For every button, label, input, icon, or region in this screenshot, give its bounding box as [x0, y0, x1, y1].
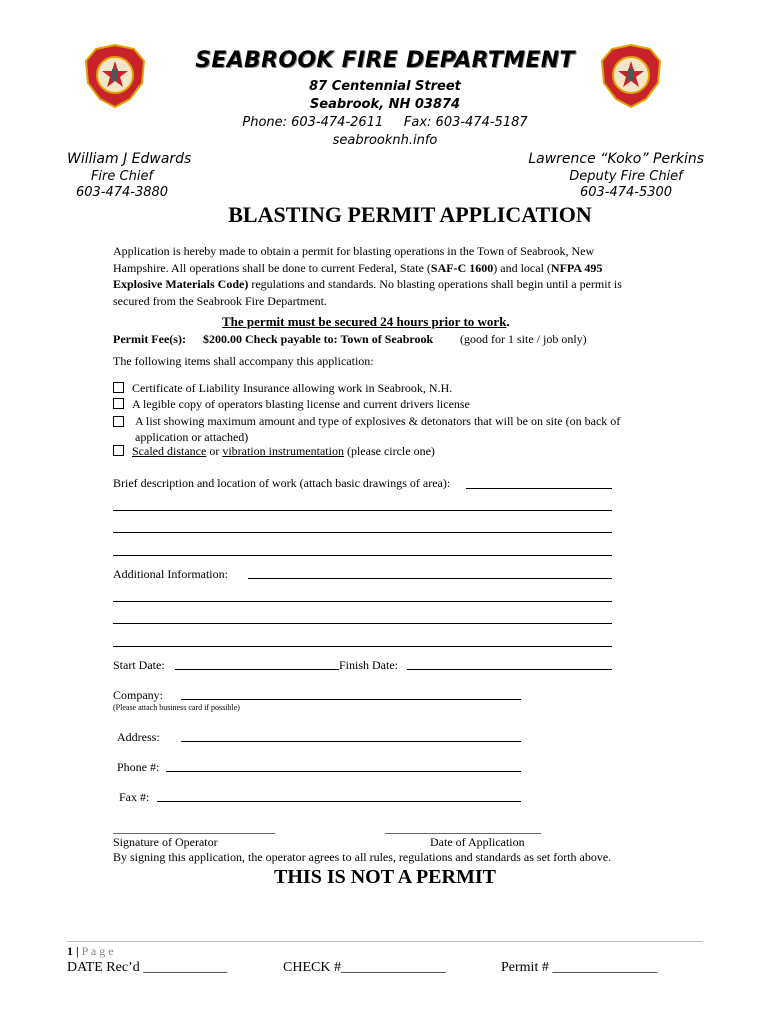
additional-info-field[interactable] [113, 623, 612, 624]
check-number: CHECK #_______________ [283, 960, 446, 975]
deputy-name: Lawrence “Koko” Perkins [528, 151, 704, 167]
checkbox[interactable] [113, 445, 124, 456]
department-name: SEABROOK FIRE DEPARTMENT [195, 48, 575, 73]
additional-info-field[interactable] [113, 601, 612, 602]
signature-label: Signature of Operator [113, 835, 218, 849]
finish-date-field[interactable] [407, 669, 612, 670]
phone-field[interactable] [166, 771, 521, 772]
fee-value: $200.00 Check payable to: Town of Seabrook [203, 332, 434, 346]
checklist-item[interactable]: Scaled distance or vibration instrumentation (please circle one) [113, 444, 435, 459]
checklist-item[interactable]: A list showing maximum amount and type of explosives & detonators that will be on site (on back of application or attached) [113, 413, 643, 445]
checklist-item[interactable]: Certificate of Liability Insurance allowing work in Seabrook, N.H. [113, 381, 452, 396]
deputy-title: Deputy Fire Chief [569, 169, 683, 184]
brief-description-field[interactable] [113, 555, 612, 556]
company-field[interactable] [181, 699, 521, 700]
secured-notice: The permit must be secured 24 hours prior to work. [222, 314, 510, 329]
start-date-field[interactable] [175, 669, 339, 670]
date-received: DATE Rec’d ____________ [67, 960, 228, 975]
fax-field[interactable] [157, 801, 521, 802]
form-title: BLASTING PERMIT APPLICATION [228, 202, 592, 227]
brief-description-field[interactable] [466, 488, 612, 489]
permit-number: Permit # _______________ [501, 960, 658, 975]
address-label: Address: [117, 730, 160, 744]
start-date-label: Start Date: [113, 658, 165, 672]
brief-description-field[interactable] [113, 532, 612, 533]
fee-label: Permit Fee(s): [113, 332, 186, 346]
chief-phone: 603-474-3880 [75, 185, 169, 200]
fax-label: Fax #: [119, 790, 150, 804]
signature-line[interactable]: ___________________________ [113, 821, 275, 835]
date-of-application-line[interactable]: __________________________ [385, 821, 541, 835]
additional-info-field[interactable] [113, 646, 612, 647]
checkbox[interactable] [113, 416, 124, 427]
brief-description-field[interactable] [113, 510, 612, 511]
brief-description-label: Brief description and location of work (attach basic drawings of area): [113, 476, 451, 490]
date-of-application-label: Date of Application [430, 835, 525, 849]
fee-note: (good for 1 site / job only) [460, 332, 587, 346]
website: seabrooknh.info [332, 133, 438, 148]
checkbox[interactable] [113, 398, 124, 409]
address-line-2: Seabrook, NH 03874 [309, 97, 461, 112]
intro-paragraph: Application is hereby made to obtain a permit for blasting operations in the Town of Seabrook, New Hampshire. All operations shall be done to current Federal, State (SAF-C 1600) and local (NFPA 495 Explosive Materials Code) regulations and standards. No blasting operations shall begin until a permit is secured from the Seabrook Fire Department. [113, 244, 622, 308]
agreement-text: By signing this application, the operator agrees to all rules, regulations and standards as set forth above. [113, 850, 612, 864]
footer-divider [67, 941, 703, 942]
not-a-permit-notice: THIS IS NOT A PERMIT [274, 866, 496, 888]
finish-date-label: Finish Date: [339, 658, 398, 672]
deputy-phone: 603-474-5300 [579, 185, 673, 200]
checkbox[interactable] [113, 382, 124, 393]
address-line-1: 87 Centennial Street [309, 79, 461, 94]
accompany-text: The following items shall accompany this application: [113, 354, 374, 368]
chief-name: William J Edwards [67, 151, 192, 167]
company-note: (Please attach business card if possible) [113, 703, 240, 712]
chief-title: Fire Chief [90, 169, 154, 184]
phone-label: Phone #: [117, 760, 160, 774]
company-label: Company: [113, 688, 163, 702]
address-field[interactable] [181, 741, 521, 742]
checklist-item[interactable]: A legible copy of operators blasting license and current drivers license [113, 397, 470, 412]
phone-fax: Phone: 603-474-2611 Fax: 603-474-5187 [242, 115, 528, 130]
additional-info-label: Additional Information: [113, 567, 228, 581]
additional-info-field[interactable] [248, 578, 612, 579]
page-number: 1 | P a g e [67, 944, 114, 958]
